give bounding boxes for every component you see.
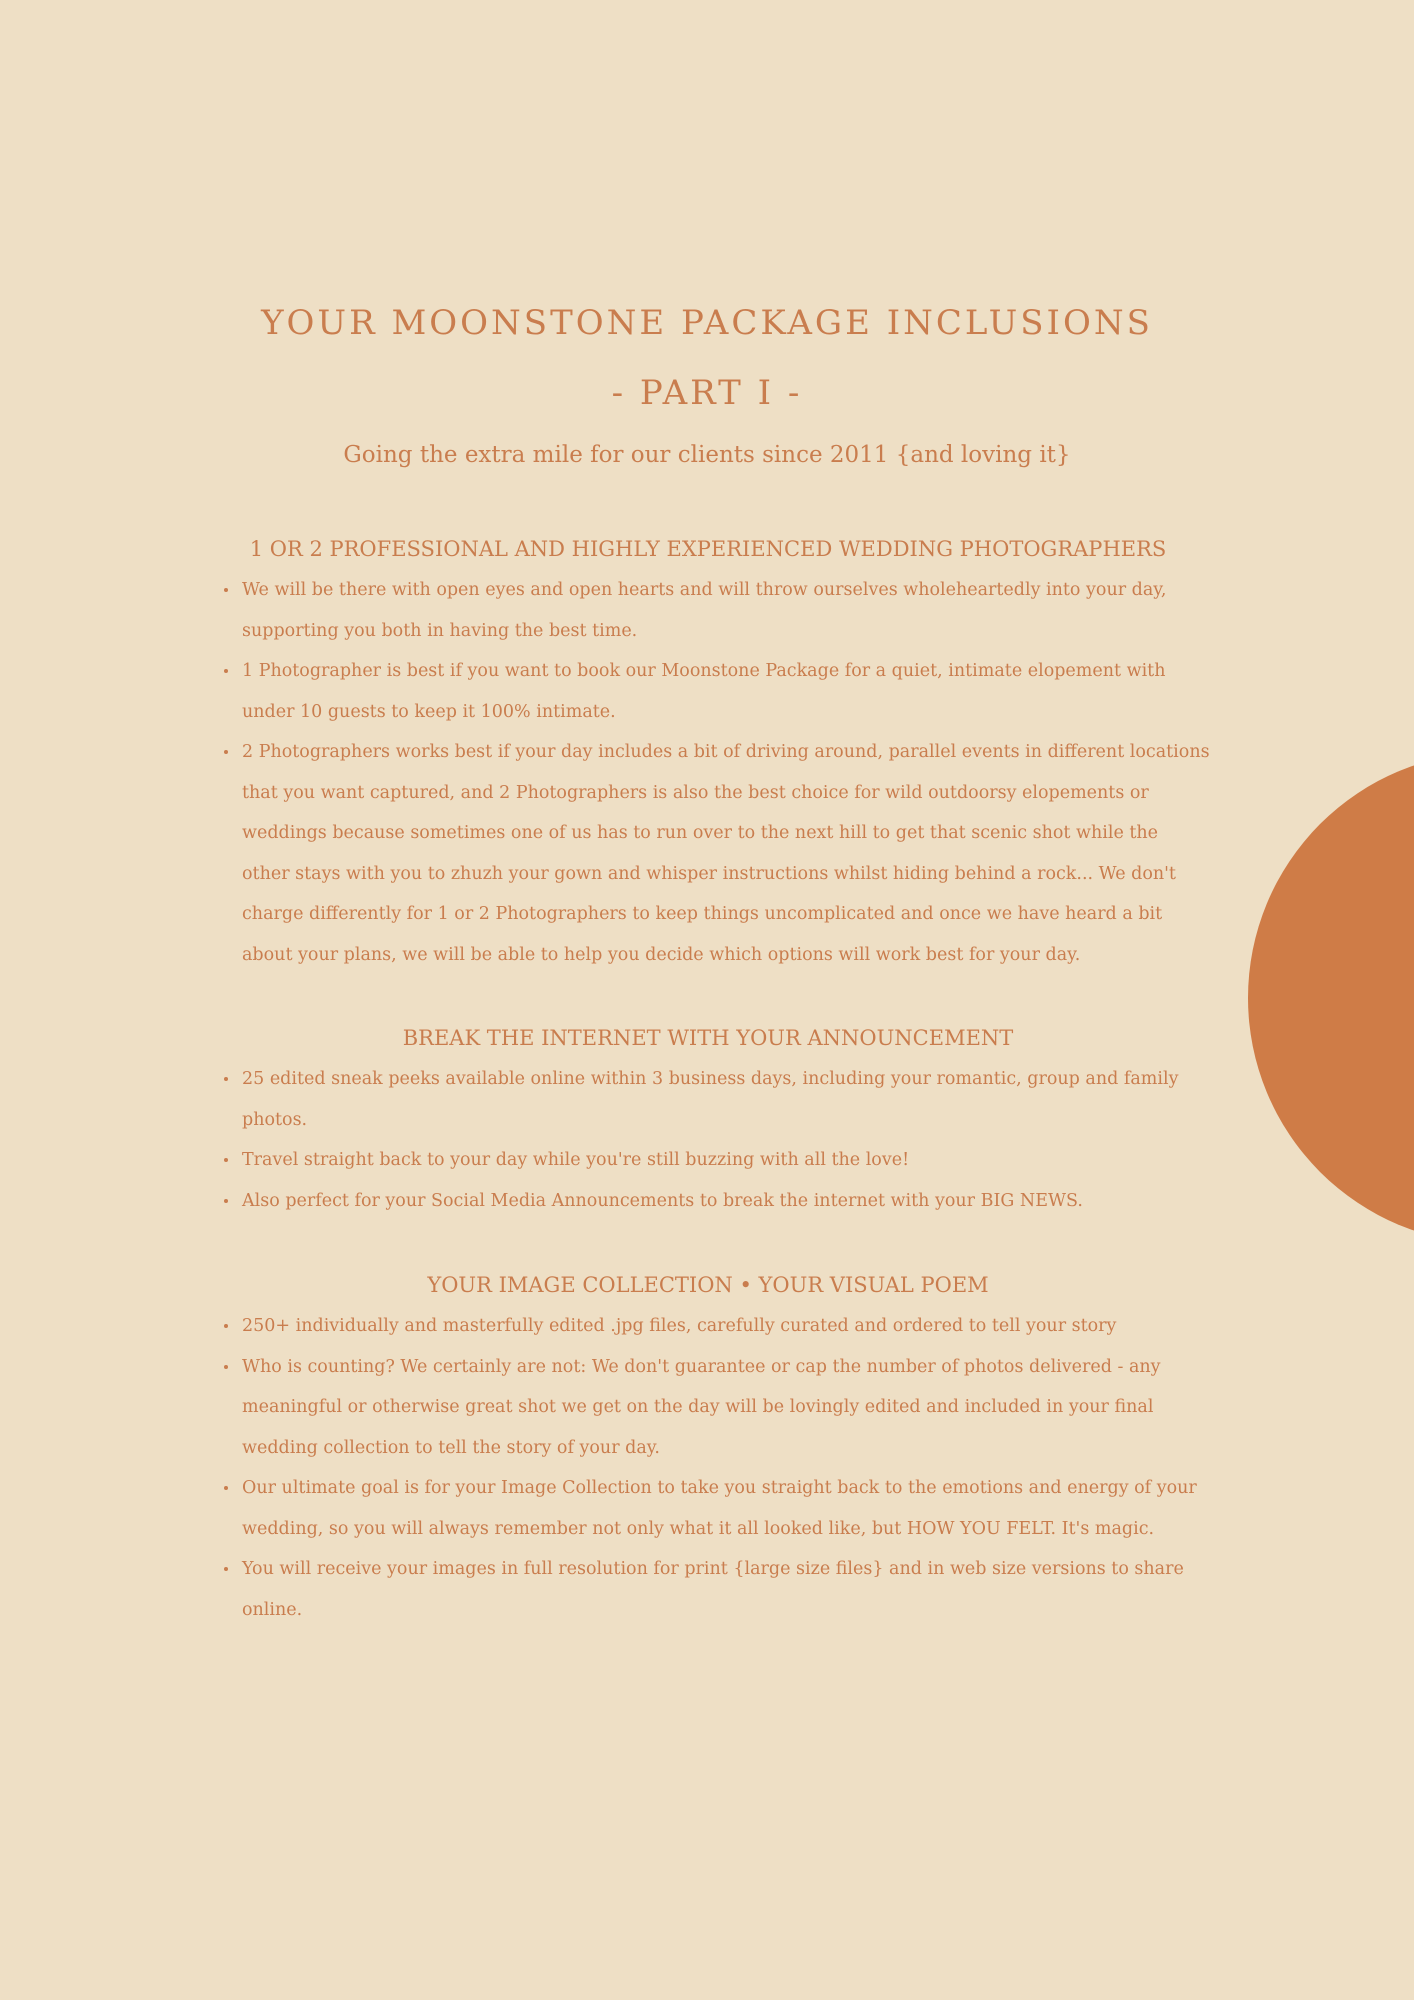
section-heading: YOUR IMAGE COLLECTION • YOUR VISUAL POEM — [427, 1273, 989, 1297]
decorative-half-circle — [1248, 752, 1414, 1244]
section-announcement — [210, 1021, 1210, 1221]
list-item: Travel straight back to your day while you're still buzzing with all the love! — [210, 1140, 1210, 1181]
page-title: YOUR MOONSTONE PACKAGE INCLUSIONS — [261, 303, 1153, 343]
list-item: Also perfect for your Social Media Announcements to break the internet with your BIG NEWS. — [210, 1181, 1210, 1222]
list-item: We will be there with open eyes and open hearts and will throw ourselves wholeheartedly into your day, supporting you both in having the best time. — [210, 570, 1210, 651]
tagline: Going the extra mile for our clients since 2011 {and loving it} — [343, 442, 1071, 468]
list-item: 250+ individually and masterfully edited .jpg files, carefully curated and ordered to tell your story — [210, 1306, 1210, 1347]
list-item: You will receive your images in full resolution for print {large size files} and in web size versions to share online. — [210, 1549, 1210, 1630]
bullet-list — [210, 1059, 1210, 1221]
section-image-collection — [210, 1268, 1210, 1630]
section-heading: 1 OR 2 PROFESSIONAL AND HIGHLY EXPERIENCED WEDDING PHOTOGRAPHERS — [249, 537, 1167, 561]
bullet-list — [210, 1306, 1210, 1630]
list-item: 25 edited sneak peeks available online within 3 business days, including your romantic, group and family photos. — [210, 1059, 1210, 1140]
list-item: 2 Photographers works best if your day includes a bit of driving around, parallel events in different locations that you want captured, and 2 Photographers is also the best choice for wild outdoorsy elopements or weddings because sometimes one of us has to run over to the next hill to get that scenic shot while the other stays with you to zhuzh your gown and whisper instructions whilst hiding behind a rock... We don't charge differently for 1 or 2 Photographers to keep things uncomplicated and once we have heard a bit about your plans, we will be able to help you decide which options will work best for your day. — [210, 732, 1210, 975]
page-subtitle: - PART I - — [611, 373, 803, 413]
bullet-list — [210, 570, 1210, 975]
list-item: Who is counting? We certainly are not: We don't guarantee or cap the number of photos delivered - any meaningful or otherwise great shot we get on the day will be lovingly edited and included in your final wedding collection to tell the story of your day. — [210, 1347, 1210, 1469]
list-item: Our ultimate goal is for your Image Collection to take you straight back to the emotions and energy of your wedding, so you will always remember not only what it all looked like, but HOW YOU FELT. It's magic. — [210, 1468, 1210, 1549]
list-item: 1 Photographer is best if you want to book our Moonstone Package for a quiet, intimate elopement with under 10 guests to keep it 100% intimate. — [210, 651, 1210, 732]
section-heading: BREAK THE INTERNET WITH YOUR ANNOUNCEMENT — [402, 1026, 1014, 1050]
section-photographers — [210, 532, 1210, 975]
